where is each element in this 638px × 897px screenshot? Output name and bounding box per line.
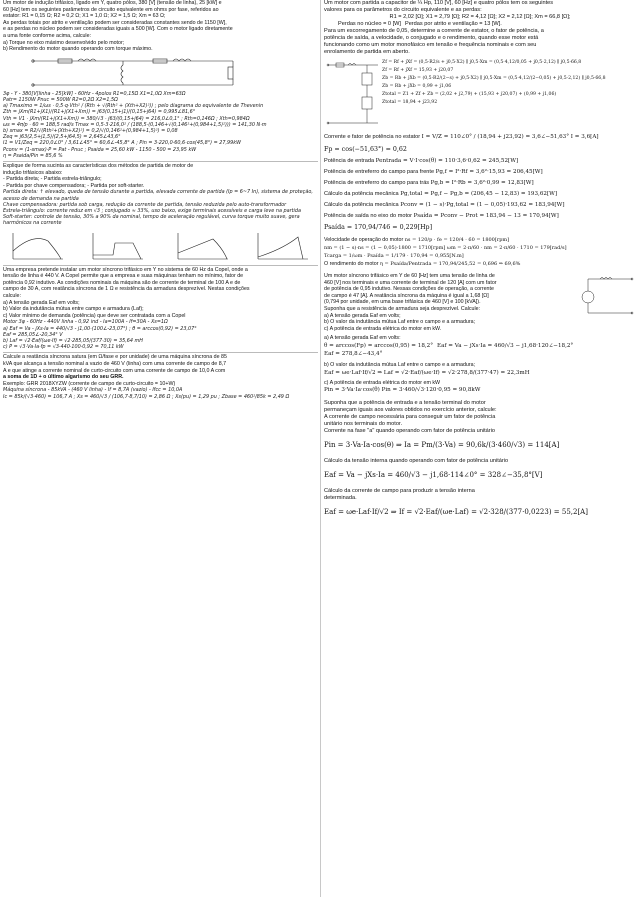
equation: Zb = Rb + jXb = 0,99 + j1,06 bbox=[382, 84, 452, 89]
text-line: calcule: bbox=[3, 292, 21, 299]
text-line: (0,794 por unidade, em uma base trifásica de 460 [V] e 100 [kVA]). bbox=[324, 299, 481, 306]
text-line: funcionando como um motor monofásico em tensão e frequência nominais e com seu bbox=[324, 42, 537, 48]
problem-1-solution bbox=[3, 91, 318, 159]
backward-airgap-label: Potência de entreferro do campo para trás bbox=[324, 180, 430, 186]
question-3-solution bbox=[324, 441, 636, 517]
circuit-diagram-induction bbox=[3, 55, 318, 89]
part-b-label: b) O valor da indutância mútua Laf entre o campo e a armadura; bbox=[324, 361, 476, 368]
text-line: b) Rendimento do motor quando operando com torque máximo. bbox=[3, 46, 153, 53]
ia-equation: Pin = 3·Va·Ia·cos(θ) ⇒ Ia = Pm/(3·Va) = 90,6k/(3·460/√3) = 114[A] bbox=[324, 441, 560, 450]
label bbox=[324, 133, 636, 141]
text-line: As perdas totais por atrito e ventilação podem ser consideradas constantes sendo de 1150 [W], bbox=[3, 19, 227, 26]
label bbox=[324, 201, 636, 209]
left-column bbox=[3, 0, 318, 897]
text-line: a) Torque no eixo máximo desenvolvido pelo motor; bbox=[3, 39, 125, 46]
rotor-speed-equation: nm = (1 − s)·ns = (1 − 0,05)·1800 = 1710[rpm] ωm = 2·π/60 · nm = 2·π/60 · 1710 = 179[rad/s] bbox=[324, 245, 567, 251]
text-line: 460 [V] nos terminais e uma corrente de terminal de 120 [A] com um fator bbox=[324, 279, 497, 286]
handwritten-line: Zeq = j63(2,5+j1,5)/(2,5+j64,5) = 2,645∠43,6° bbox=[3, 134, 121, 141]
handwritten-line: c) P = √3·Va·Ia·fp = √3·440·100·0,92 = 70,11 kW bbox=[3, 344, 124, 351]
losses-friction: Perdas por atrito e ventilação = 13 [W]. bbox=[404, 21, 502, 27]
eaf-result: Eaf = 278,8∠−43,4° bbox=[324, 350, 383, 357]
text-line: Uma empresa pretende instalar um motor síncrono trifásico em Y no sistema de 60 Hz da Copel, onde a bbox=[3, 266, 248, 273]
problem-2-solution bbox=[3, 189, 318, 226]
handwritten-line: Chave compensadora: partida sob carga, redução da corrente de partida, tensão reduzida pelo auto-transformador bbox=[3, 201, 287, 208]
problem-1-statement bbox=[3, 0, 318, 53]
text-line: Calcule a reatância síncrona satura (em Ω/fase e por unidade) de uma máquina síncrona de 85 bbox=[3, 354, 227, 361]
angle-equation: θ = arccos(Fp) = arccos(0,95) = 18,2° bbox=[324, 342, 434, 349]
backward-airgap-equation: Pg,b = I²·Rb = 3,6²·0,99 = 12,83[W] bbox=[430, 180, 534, 186]
question-1-solution bbox=[324, 133, 636, 268]
input-power-equation: Pentrada = V·I·cos(θ) = 110·3,6·0,62 = 245,52[W] bbox=[375, 158, 519, 164]
text-line: Um motor com partida a capacitor de ¼ Hp, 110 [V], 60 [Hz] e quatro pólos tem os seguintes bbox=[324, 0, 554, 6]
converted-power-equation: Pconv = (1 − s)·Pg,total = (1 − 0,05)·193,62 = 183,94[W] bbox=[400, 202, 565, 208]
output-hp-equation: Psaída = 170,94/746 = 0,229[Hp] bbox=[324, 224, 433, 231]
text-line: indução trifásicos abaixo: bbox=[3, 169, 63, 176]
handwritten-line: 3φ - Y - 380[V]linha - 25[kW] - 60Hz - 4polos R1=0,15Ω X1=1,0Ω Xm=63Ω bbox=[3, 90, 186, 97]
eaf-unity-equation: Eaf = Va − jXs·Ia = 460/√3 − j1,68·114∠0° = 328∠−35,8°[V] bbox=[324, 471, 543, 480]
text-line: - Partida direta; - Partida estrela-triângulo; bbox=[3, 176, 102, 183]
single-phase-circuit-diagram bbox=[324, 59, 382, 129]
label bbox=[324, 236, 636, 244]
current-equation: I = V/Z = 110∠0° / (18,94 + j23,92) = 3,6∠−51,63° I = 3,6[A] bbox=[421, 134, 599, 140]
handwritten-line: Pconv = (1-smax)·P = Pat - Pnuc ; Psaida = 25,60 kW - 1150 - 500 = 23,95 kW bbox=[3, 146, 197, 153]
label bbox=[324, 179, 636, 187]
question-2-solution bbox=[324, 335, 636, 394]
text-line: Corrente na fase "a" quando operando com fator de potência unitário bbox=[324, 428, 495, 435]
power-factor-equation: Fp = cos(−51,63°) = 0,62 bbox=[324, 146, 407, 153]
question-2-statement bbox=[324, 273, 576, 332]
part-a-label: a) A tensão gerada Eaf em volts: bbox=[324, 335, 401, 342]
torque-equation: Tcarga = 1/ωm · Psaída = 1/179 · 170,94 = 0,955[N.m] bbox=[324, 253, 464, 259]
text-line: b) Valor da indutância mútua entre campo e armadura (Laf); bbox=[3, 306, 144, 313]
output-power-equation: Psaída = Pconv − Prot = 183,94 − 13 = 170,94[W] bbox=[413, 213, 559, 219]
handwritten-line: Estrela-triângulo: corrente reduz em √3 ; conjugado ≈ 33%, uso baixo, exige terminais acessíveis e carga leve na partida bbox=[3, 207, 302, 214]
text-line: A corrente de campo necessária para conseguir um fator de potência bbox=[324, 414, 496, 421]
equation: Ztotal = 18,94 + j23,92 bbox=[382, 100, 438, 105]
text-line: kVA que alcança a tensão nominal a vazio de 460 V (linha) com uma corrente de campo de 8,7 bbox=[3, 360, 227, 367]
synchronous-circuit-diagram bbox=[576, 273, 636, 317]
text-line: - Partida por chave compensadora; - Partida por soft-starter. bbox=[3, 182, 145, 189]
handwritten-line: η = Psaida/Pin = 85,6 % bbox=[3, 152, 63, 159]
handwritten-line: Máquina síncrona - 85kVA - (460 V linha) - If = 8,7A (vazio) - Ifcc = 10,0A bbox=[3, 387, 183, 394]
torque-curve-sketches bbox=[3, 229, 318, 263]
efficiency-label: O rendimento do motor bbox=[324, 261, 379, 267]
equation: Zb = Rb + jXb = (0,5·R2/(2−s) + j0,5·X2) ∥ j0,5·Xm = (0,5·4,12/(2−0,05) + j0,5·2,12) ∥ j0,5·66,8 bbox=[382, 76, 606, 81]
column-divider bbox=[320, 0, 321, 897]
text-line: Explique de forma sucinta as características dos métodos de partida de motor de bbox=[3, 162, 194, 169]
text-line: Suponha que a potência de entrada e a tensão terminal do motor bbox=[324, 400, 486, 407]
label bbox=[324, 260, 636, 268]
handwritten-line: a) Tmaximo = 1/ωs · 0,5·q·Vth² / (Rth + √(Rth² + (Xth+X2)²)) ; pelo diagrama do equivalente de Thevenin bbox=[3, 103, 264, 110]
text-line: valores para os parâmetros do circuito equivalente e as perdas: bbox=[324, 7, 482, 13]
laf-equation: Eaf = ωe·Laf·If/√2 ⇒ Laf = √2·Eaf/(ωe·If) = √2·278,8/(377·47) = 22,3mH bbox=[324, 369, 530, 376]
text-line: permaneçam iguais aos valores obtidos no exercício anterior, calcule: bbox=[324, 407, 497, 414]
handwritten-line: Zth = jXm(R1+jX1)/(R1+j(X1+Xm)) = j63(0,15+j1)/(0,15+j64) = 0,995∠81,6° bbox=[3, 109, 196, 116]
field-current-label-2: determinada. bbox=[324, 495, 357, 502]
parameters-line: R1 = 2,02 [Ω]; X1 = 2,79 [Ω]; R2 = 4,12 [Ω]; X2 = 2,12 [Ω]; Xm = 66,8 [Ω]; bbox=[389, 14, 571, 20]
text-line: e as perdas no núcleo podem ser consideradas iguais a 500 [W]. Com o motor ligado diretamente bbox=[3, 26, 233, 33]
field-current-equation: Eaf = ωe·Laf·If/√2 ⇒ If = √2·Eaf/(ωe·Laf) = √2·328/(377·0,0223) = 55,2[A] bbox=[324, 508, 588, 517]
question-2-statement-block bbox=[324, 273, 636, 332]
text-line: Um motor síncrono trifásico em Y de 60 [Hz] tem uma tensão de linha de bbox=[324, 273, 495, 279]
problem-3-solution bbox=[3, 319, 318, 350]
speed-label: Velocidade de operação do motor bbox=[324, 237, 404, 243]
equivalent-circuit-block bbox=[324, 59, 636, 129]
problem-2-statement bbox=[3, 161, 318, 189]
question-1-statement bbox=[324, 0, 636, 56]
handwritten-line: Patr= 1150W Pnuc = 500W R2=0,2Ω X2=1,5Ω bbox=[3, 96, 118, 103]
equation: Ztotal = Z1 + Zf + Zb = (2,02 + j2,79) + (15,93 + j20,07) + (0,99 + j1,06) bbox=[382, 92, 557, 97]
handwritten-line: b) smax = R2/√(Rth²+(Xth+X2)²) = 0,2/√(0,146²+(0,984+1,5)²) = 0,08 bbox=[3, 127, 178, 134]
forward-airgap-equation: Pg,f = I²·Rf = 3,6²·15,93 = 206,45[W] bbox=[435, 169, 543, 175]
eaf-equation: Eaf = Va − jXs·Ia = 460/√3 − j1,68·120∠−18,2° bbox=[437, 342, 574, 349]
output-power-label: Potência de saída no eixo do motor bbox=[324, 213, 413, 219]
text-line: c) Valor mínimo de demanda (potência) que deve ser contratada com a Copel bbox=[3, 312, 186, 319]
problem-4-solution bbox=[3, 387, 318, 399]
efficiency-equation: η = Psaída/Pentrada = 170,94/245,52 = 0,696 ⇒ 69,6% bbox=[379, 261, 521, 267]
text-line: c) A potência de entrada elétrica do motor em kW. bbox=[324, 325, 442, 332]
text-line: enrolamento de partida em aberto. bbox=[324, 49, 410, 55]
mechanical-power-equation: Pg,total = Pg,f − Pg,b = (206,45 − 12,83) = 193,62[W] bbox=[400, 191, 558, 197]
text-line: tensão de linha é 440 V. A Copel permite que a empresa e suas máquinas tenham no mínimo, fator de bbox=[3, 273, 244, 280]
equation: Zf = Rf + jXf = (0,5·R2/s + j0,5·X2) ∥ j0,5·Xm = (0,5·4,12/0,05 + j0,5·2,12) ∥ j0,5·66,8 bbox=[382, 60, 582, 65]
right-column bbox=[324, 0, 636, 897]
handwritten-line: Motor 3φ - 60Hz - 440V linha - 0,92 ind - Ia=100A - If=30A - Xs=1Ω bbox=[3, 319, 168, 326]
text-line: potência de saída, a velocidade, o conjugado e o rendimento, quando esse motor está bbox=[324, 35, 539, 41]
handwritten-line: Soft-starter: controle de tensão, 30% a 90% da nominal, tempo de aceleração regulável, curva torque muito suave, gera harmônicos na corrente bbox=[3, 214, 300, 227]
equation: Zf = Rf + jXf = 15,93 + j20,07 bbox=[382, 68, 454, 73]
forward-airgap-label: Potência de entreferro do campo para frente bbox=[324, 169, 435, 175]
converted-power-label: Cálculo da potência mecânica bbox=[324, 202, 399, 208]
text-line: 60 [Hz] tem os seguintes parâmetros de circuito equivalente em ohms por fase, referidos ao bbox=[3, 6, 219, 13]
handwritten-line: ωs = 4π/p · 60 = 188,5 rad/s Tmax = 0,5·3·216,0² / (188,5·(0,146+√(0,146²+(0,984+1,5)²))) = 141,30 N·m bbox=[3, 121, 267, 128]
problem-4-statement bbox=[3, 352, 318, 387]
problem-3-statement bbox=[3, 265, 318, 320]
text-line: Um motor de indução trifásico, ligado em Y, quatro pólos, 380 [V] (tensão de linha), 25 [kW] e bbox=[3, 0, 222, 6]
impedance-equations bbox=[382, 59, 636, 129]
text-line: b) O valor da indutância mútua Laf entre o campo e a armadura; bbox=[324, 319, 476, 326]
handwritten-line: Eaf = 285,05∠-20,34° V bbox=[3, 331, 63, 338]
question-3-statement bbox=[324, 400, 636, 435]
text-line: Suponha que a resistência de armadura seja desprezível. Calcule: bbox=[324, 305, 481, 312]
part-c-label: c) A potência de entrada elétrica do motor em kW bbox=[324, 379, 441, 386]
label bbox=[324, 212, 636, 220]
field-current-label-1: Cálculo da corrente de campo para produzir a tensão interna bbox=[324, 488, 475, 495]
text-line: estator: R1 = 0,15 Ω; R2 = 0,2 Ω; X1 = 1,0 Ω; X2 = 1,5 Ω; Xm = 63 Ω; bbox=[3, 13, 166, 20]
handwritten-line: Ic = 85k/(√3·460) = 106,7 A ; Xs = 460/√3 / (106,7·8,7/10) = 2,86 Ω ; Xs(pu) = 1,29 pu ; Zbase = 460²/85k = 2,49 Ω bbox=[3, 393, 290, 400]
text-line: de campo é 47 [A]. A reatância síncrona da máquina é igual a 1,68 [Ω] bbox=[324, 292, 489, 299]
text-line: unitário nos terminais do motor. bbox=[324, 421, 403, 428]
internal-voltage-label: Cálculo da tensão interna quando operando com fator de potência unitário bbox=[324, 458, 509, 465]
handwritten-line: I1 = V1/Zeq = 220,0∠0° / 3,61∠45° = 60,6∠-45,8° A ; Pin = 3·220,0·60,6·cos(45,8°) = 27,99kW bbox=[3, 140, 241, 147]
text-line: de potência de 0,95 indutivo. Nessas condições de operação, a corrente bbox=[324, 286, 494, 293]
losses-core: Perdas no núcleo = 0 [W] bbox=[338, 21, 401, 27]
text-line: Para um escorregamento de 0,05, determine a corrente de estator, o fator de potência, a bbox=[324, 28, 544, 34]
current-label: Corrente e fator de potência no estator bbox=[324, 134, 421, 140]
speed-equation: ns = 120/p · fe = 120/4 · 60 = 1800[rpm] bbox=[404, 237, 510, 243]
handwritten-line: a) Eaf = Va - jXs·Ia = 440/√3 - j1,00·(100∠-23,07°) ; θ = arccos(0,92) = 23,07° bbox=[3, 325, 197, 332]
pin-equation: Pin = 3·Va·Ia·cos(θ) Pin = 3·460/√3·120·0,95 = 90,8kW bbox=[324, 387, 481, 394]
handwritten-line: Partida direta: ↑ elevado, queda de tensão durante a partida, elevada corrente de partida (Ip = 6~7 In), sistema de proteção, acesso de demanda na partida bbox=[3, 189, 313, 202]
handwritten-line: Vth = V1 · jXm/(R1+j(X1+Xm)) = 380/√3 · j63/(0,15+j64) = 216,0∠0,1° ; Rth=0,146Ω ; Xth=0,984Ω bbox=[3, 115, 250, 122]
label bbox=[324, 168, 636, 176]
text-line: a soma de 1D + o último algarismo do seu GRR. bbox=[3, 374, 124, 381]
input-power-label: Potência de entrada bbox=[324, 158, 375, 164]
text-line: potência 0,92 indutivo. As condições nominais da máquina são de corrente de terminal de 100 A e de bbox=[3, 279, 241, 286]
text-line: a) A tensão gerada Eaf em volts; bbox=[3, 299, 80, 306]
handwritten-line: b) Laf = √2·Eaf/(ωe·If) = √2·285,05/(377·30) = 35,64 mH bbox=[3, 337, 143, 344]
mechanical-power-label: Cálculo da potência mecânica bbox=[324, 191, 399, 197]
label bbox=[324, 157, 636, 165]
text-line: a uma fonte conforme acima, calcule: bbox=[3, 32, 92, 39]
text-line: campo de 30 A, com reatância síncrona de 1 Ω e resistência da armadura desprezível. Nestas condições bbox=[3, 286, 250, 293]
text-line: A e que atinge a corrente nominal de curto-circuito com uma corrente de campo de 10,0 A com bbox=[3, 367, 226, 374]
label bbox=[324, 190, 636, 198]
text-line: Exemplo: GRR 2018XYZW (corrente de campo de curto-circuito = 10+W) bbox=[3, 380, 176, 387]
text-line: a) A tensão gerada Eaf em volts; bbox=[324, 312, 401, 319]
